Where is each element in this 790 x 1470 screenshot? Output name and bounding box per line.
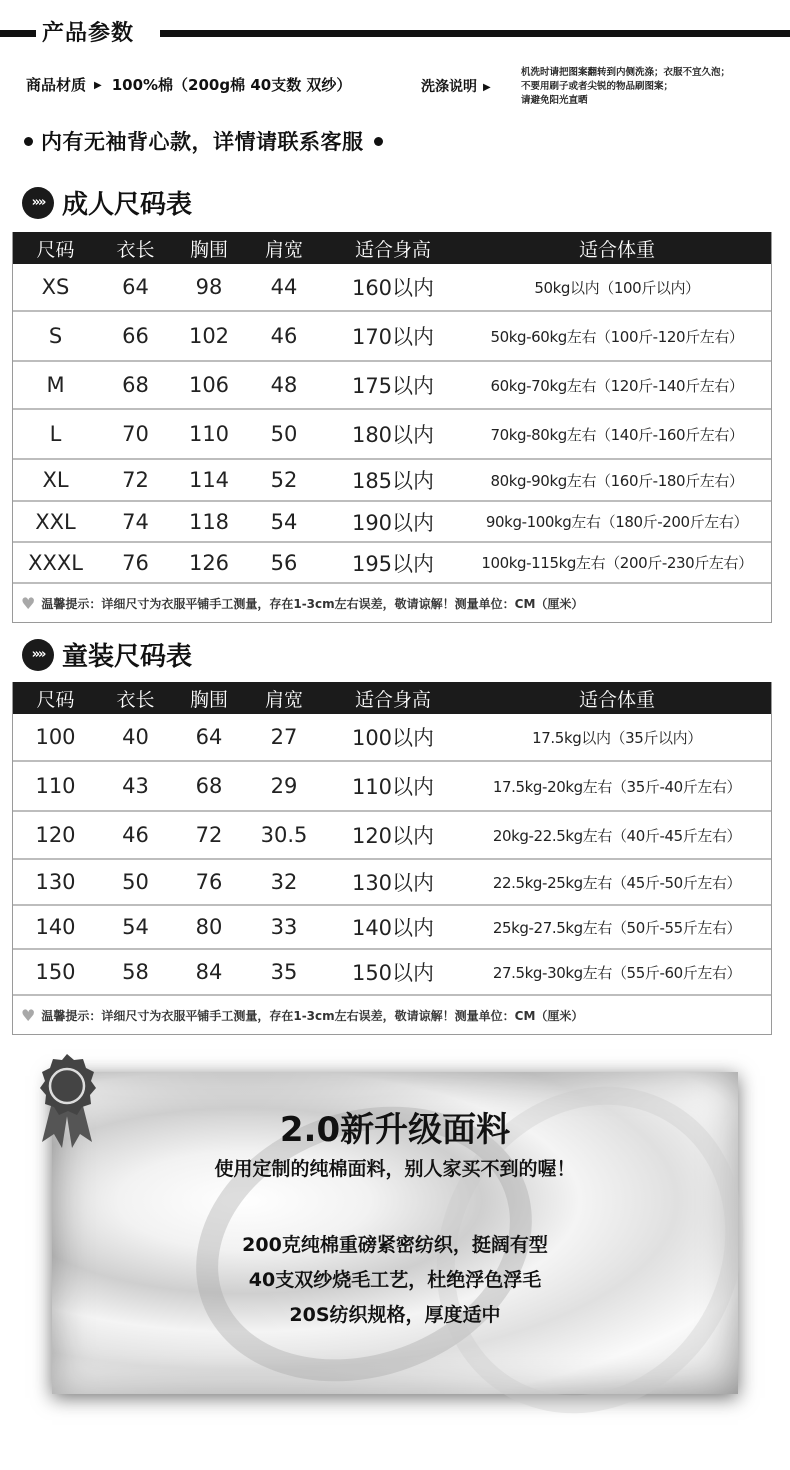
table-cell: 170以内	[351, 325, 435, 349]
size-tip	[13, 584, 771, 622]
table-cell: 64	[195, 725, 223, 749]
table-cell: L	[49, 422, 62, 446]
table-cell: 35	[270, 960, 298, 984]
table-cell: 180以内	[351, 423, 435, 447]
material-line	[26, 74, 351, 95]
fabric-subtitle: 使用定制的纯棉面料，别人家买不到的喔！	[214, 1158, 576, 1180]
wash-label-block	[421, 76, 491, 96]
table-cell: 110以内	[351, 775, 435, 799]
table-row	[13, 906, 771, 950]
table-header	[13, 232, 771, 264]
wash-note-line: 不要用刷子或者尖锐的物品刷图案；	[521, 81, 674, 92]
table-cell: 74	[122, 509, 149, 534]
notice-text: 内有无袖背心款，详情请联系客服	[41, 130, 364, 154]
table-row	[13, 264, 771, 312]
kids-size-table	[12, 682, 772, 1035]
col-header: 衣长	[116, 688, 155, 711]
kids-title-text: 童装尺码表	[62, 642, 193, 672]
table-cell: 44	[270, 275, 298, 299]
header-band	[0, 16, 790, 50]
table-cell: 43	[122, 774, 149, 798]
table-cell: 140以内	[351, 916, 435, 940]
table-cell: 33	[270, 915, 298, 939]
table-cell: 50kg以内（100斤以内）	[534, 278, 700, 297]
table-row	[13, 762, 771, 812]
triangle-right-icon: ▶	[483, 82, 491, 93]
col-header: 尺码	[36, 688, 75, 711]
kids-section-title	[22, 636, 192, 674]
table-cell: 32	[270, 870, 298, 894]
table-cell: 60kg-70kg左右（120斤-140斤左右）	[490, 376, 744, 395]
col-header: 肩宽	[264, 238, 303, 261]
table-row	[13, 362, 771, 410]
chevron-right-icon: »»	[22, 639, 54, 671]
table-cell: 100以内	[351, 726, 435, 750]
wash-label: 洗涤说明	[421, 79, 477, 95]
wash-note-line: 机洗时请把图案翻转到内侧洗涤；衣服不宜久泡；	[521, 67, 731, 78]
table-cell: 40	[122, 725, 149, 749]
table-row	[13, 410, 771, 460]
table-cell: 110	[35, 774, 76, 798]
table-cell: 68	[122, 373, 149, 397]
table-cell: 29	[270, 774, 298, 798]
bullet-icon	[24, 137, 33, 146]
table-cell: 70	[122, 422, 149, 446]
table-row	[13, 714, 771, 762]
table-cell: 175以内	[351, 374, 435, 398]
table-cell: 140	[35, 915, 76, 939]
wash-note	[521, 66, 787, 108]
table-cell: 54	[270, 509, 298, 534]
table-row	[13, 312, 771, 362]
table-cell: 130	[35, 870, 76, 894]
table-cell: XXXL	[28, 550, 83, 575]
col-header: 胸围	[189, 688, 228, 711]
table-cell: 120以内	[351, 824, 435, 848]
table-cell: 80	[195, 915, 223, 939]
table-cell: 72	[122, 468, 149, 492]
table-cell: 70kg-80kg左右（140斤-160斤左右）	[490, 425, 744, 444]
table-cell: 150以内	[351, 961, 435, 985]
table-body	[13, 714, 771, 996]
heart-icon: ♥	[21, 1005, 36, 1025]
table-row	[13, 460, 771, 502]
table-cell: 150	[35, 960, 76, 984]
table-cell: 126	[188, 550, 230, 575]
table-cell: 102	[188, 324, 230, 348]
table-row	[13, 950, 771, 996]
table-cell: 17.5kg以内（35斤以内）	[532, 728, 702, 747]
table-cell: 30.5	[260, 823, 308, 847]
col-header: 衣长	[116, 238, 155, 261]
table-cell: 22.5kg-25kg左右（45斤-50斤左右）	[492, 873, 742, 892]
table-row	[13, 502, 771, 543]
table-cell: 66	[122, 324, 149, 348]
table-cell: 17.5kg-20kg左右（35斤-40斤左右）	[492, 777, 742, 796]
bullet-icon	[374, 137, 383, 146]
table-cell: 50kg-60kg左右（100斤-120斤左右）	[490, 327, 744, 346]
table-row	[13, 543, 771, 584]
notice-line	[24, 126, 383, 156]
table-cell: 48	[270, 373, 298, 397]
table-row	[13, 860, 771, 906]
col-header: 肩宽	[264, 688, 303, 711]
table-cell: 90kg-100kg左右（180斤-200斤左右）	[485, 513, 749, 531]
table-cell: 114	[188, 468, 230, 492]
adult-section-title	[22, 184, 192, 222]
table-cell: 52	[270, 468, 298, 492]
table-cell: 190以内	[351, 510, 435, 535]
fabric-feature: 200克纯棉重磅紧密纺织，挺阔有型	[242, 1234, 548, 1256]
table-cell: 46	[122, 823, 149, 847]
table-header	[13, 682, 771, 714]
col-header: 适合身高	[354, 238, 431, 261]
material-label: 商品材质	[26, 76, 87, 94]
table-cell: 25kg-27.5kg左右（50斤-55斤左右）	[492, 918, 742, 937]
table-cell: 27	[270, 725, 298, 749]
table-cell: XS	[41, 275, 70, 299]
table-cell: 68	[195, 774, 223, 798]
table-cell: 76	[122, 550, 149, 575]
table-cell: 80kg-90kg左右（160斤-180斤左右）	[490, 471, 744, 490]
table-cell: 76	[195, 870, 223, 894]
page-title: 产品参数	[42, 21, 135, 46]
table-cell: 27.5kg-30kg左右（55斤-60斤左右）	[492, 963, 742, 982]
col-header: 适合体重	[578, 238, 655, 261]
table-body	[13, 264, 771, 584]
fabric-title: 2.0新升级面料	[279, 1110, 511, 1150]
table-cell: 98	[195, 275, 223, 299]
table-cell: 120	[35, 823, 76, 847]
triangle-right-icon: ▶	[94, 80, 102, 91]
table-cell: 54	[122, 915, 149, 939]
table-cell: 50	[122, 870, 149, 894]
table-cell: 195以内	[351, 551, 435, 576]
header-bar-left	[0, 30, 36, 37]
table-cell: 106	[188, 373, 230, 397]
material-value: 100%棉（200g棉 40支数 双纱）	[111, 76, 352, 94]
adult-size-table	[12, 232, 772, 623]
header-bar-right	[160, 30, 790, 37]
heart-icon: ♥	[21, 593, 36, 613]
chevron-right-icon: »»	[22, 187, 54, 219]
table-cell: 185以内	[351, 469, 435, 493]
tip-text: 温馨提示：详细尺寸为衣服平铺手工测量，存在1-3cm左右误差，敬请谅解！测量单位：CM（厘米）	[41, 596, 584, 611]
fabric-feature: 20S纺织规格，厚度适中	[289, 1304, 501, 1326]
table-cell: S	[48, 324, 63, 348]
table-cell: 130以内	[351, 871, 435, 895]
table-cell: M	[46, 373, 65, 397]
table-cell: 56	[270, 550, 298, 575]
tip-text: 温馨提示：详细尺寸为衣服平铺手工测量，存在1-3cm左右误差，敬请谅解！测量单位：CM（厘米）	[41, 1008, 584, 1023]
col-header: 胸围	[189, 238, 228, 261]
table-cell: XL	[42, 468, 69, 492]
table-cell: 160以内	[351, 276, 435, 300]
table-row	[13, 812, 771, 860]
fabric-feature: 40支双纱烧毛工艺，杜绝浮色浮毛	[248, 1269, 542, 1291]
col-header: 适合身高	[354, 688, 431, 711]
table-cell: 84	[195, 960, 223, 984]
table-cell: XXL	[35, 509, 76, 534]
col-header: 适合体重	[578, 688, 655, 711]
adult-title-text: 成人尺码表	[62, 190, 193, 220]
table-cell: 50	[270, 422, 298, 446]
table-cell: 64	[122, 275, 149, 299]
size-tip	[13, 996, 771, 1034]
table-cell: 58	[122, 960, 149, 984]
fabric-banner	[52, 1072, 738, 1394]
table-cell: 100	[35, 725, 76, 749]
table-cell: 46	[270, 324, 298, 348]
table-cell: 20kg-22.5kg左右（40斤-45斤左右）	[492, 826, 742, 845]
wash-note-line: 请避免阳光直晒	[521, 95, 588, 106]
table-cell: 72	[195, 823, 223, 847]
table-cell: 110	[188, 422, 230, 446]
table-cell: 118	[188, 509, 230, 534]
table-cell: 100kg-115kg左右（200斤-230斤左右）	[481, 554, 753, 572]
col-header: 尺码	[36, 238, 75, 261]
